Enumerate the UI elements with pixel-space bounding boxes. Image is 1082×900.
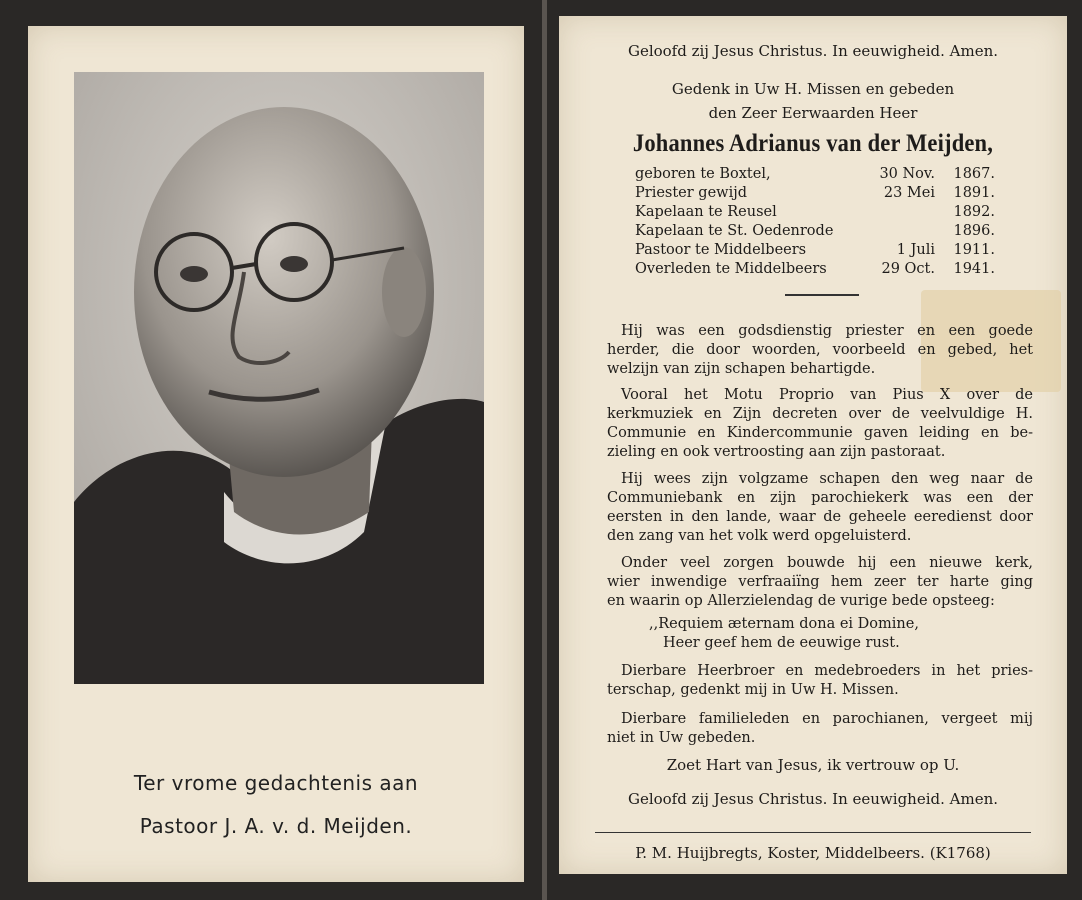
life-date-label: Pastoor te Middelbeers — [635, 242, 807, 258]
deceased-name: Johannes Adrianus van der Meijden, — [632, 130, 994, 157]
paragraph-2 — [607, 386, 1033, 462]
paragraph-line: Communiebank en zijn parochiekerk was een der — [607, 490, 1033, 506]
life-date-label: Overleden te Middelbeers — [635, 261, 827, 277]
life-date-year: 1867. — [953, 166, 995, 182]
paragraph-4 — [607, 554, 1033, 611]
dedication-caption: Ter vrome gedachtenis aan — [133, 771, 419, 795]
paragraph-6 — [607, 710, 1033, 748]
life-date-year: 1892. — [953, 204, 995, 220]
divider-short — [785, 294, 859, 296]
pastor-name-caption: Pastoor J. A. v. d. Meijden. — [139, 814, 413, 838]
life-date-row — [635, 242, 995, 261]
paragraph-line: zieling en ook vertroosting aan zijn pastoraat. — [607, 444, 946, 460]
life-date-row — [635, 166, 995, 185]
divider-bottom — [595, 832, 1031, 833]
life-date-row — [635, 223, 995, 242]
paragraph-line: den zang van het volk werd opgeluisterd. — [607, 528, 912, 544]
paragraph-line: herder, die door woorden, voorbeeld en gebed, het — [607, 342, 1033, 358]
life-date-row — [635, 204, 995, 223]
paragraph-line: eersten in den lande, waar de geheele eeredienst door — [607, 509, 1033, 525]
life-date-label: Kapelaan te Reusel — [635, 204, 777, 220]
life-date-day: 29 Oct. — [881, 261, 935, 277]
paragraph-line: Vooral het Motu Proprio van Pius X over de — [621, 387, 1033, 403]
paragraph-line: Hij wees zijn volgzame schapen den weg naar de — [621, 471, 1033, 487]
life-date-year: 1941. — [953, 261, 995, 277]
card-back-paper — [559, 16, 1067, 874]
life-date-label: Priester gewijd — [635, 185, 747, 201]
paragraph-line: terschap, gedenkt mij in Uw H. Missen. — [607, 682, 899, 698]
paragraph-line: Onder veel zorgen bouwde hij een nieuwe kerk, — [621, 555, 1033, 571]
paragraph-line: wier inwendige verfraaiïng hem zeer ter harte ging — [607, 574, 1033, 590]
life-date-day: 30 Nov. — [879, 166, 935, 182]
memorial-card-back — [547, 0, 1082, 900]
paragraph-line: kerkmuziek en Zijn decreten over de veelvuldige H. — [607, 406, 1033, 422]
prayer-line-2: Heer geef hem de eeuwige rust. — [663, 635, 900, 651]
life-date-year: 1891. — [953, 185, 995, 201]
life-date-label: geboren te Boxtel, — [635, 166, 771, 182]
life-date-year: 1911. — [953, 242, 995, 258]
life-date-row — [635, 185, 995, 204]
paragraph-line: en waarin op Allerzielendag de vurige bede opsteeg: — [607, 593, 995, 609]
printer-credit: P. M. Huijbregts, Koster, Middelbeers. (K1768) — [635, 844, 991, 862]
paragraph-line: Dierbare familieleden en parochianen, vergeet mij — [621, 711, 1033, 727]
closing-blessing: Geloofd zij Jesus Christus. In eeuwigheid. Amen. — [627, 790, 999, 808]
paragraph-line: Communie en Kindercommunie gaven leiding en be- — [607, 425, 1033, 441]
life-date-day: 23 Mei — [883, 185, 935, 201]
closing-prayer: Zoet Hart van Jesus, ik vertrouw op U. — [666, 756, 960, 774]
paragraph-1 — [607, 322, 1033, 379]
priest-portrait-photo — [74, 72, 484, 684]
life-date-row — [635, 261, 995, 280]
life-dates-list — [635, 166, 995, 280]
paragraph-line: Hij was een godsdienstig priester en een goede — [621, 323, 1033, 339]
prayer-line-1: ,,Requiem æternam dona ei Domine, — [649, 616, 919, 632]
life-date-day: 1 Juli — [896, 242, 935, 258]
paragraph-3 — [607, 470, 1033, 546]
intro-line-2: den Zeer Eerwaarden Heer — [708, 104, 918, 122]
card-front-paper — [28, 26, 524, 882]
paragraph-line: niet in Uw gebeden. — [607, 730, 756, 746]
life-date-label: Kapelaan te St. Oedenrode — [635, 223, 834, 239]
life-date-year: 1896. — [953, 223, 995, 239]
intro-line-1: Gedenk in Uw H. Missen en gebeden — [671, 80, 955, 98]
paragraph-5 — [607, 662, 1033, 700]
header-blessing: Geloofd zij Jesus Christus. In eeuwigheid. Amen. — [627, 42, 999, 60]
paragraph-line: welzijn van zijn schapen behartigde. — [607, 361, 876, 377]
paragraph-line: Dierbare Heerbroer en medebroeders in het pries- — [621, 663, 1033, 679]
